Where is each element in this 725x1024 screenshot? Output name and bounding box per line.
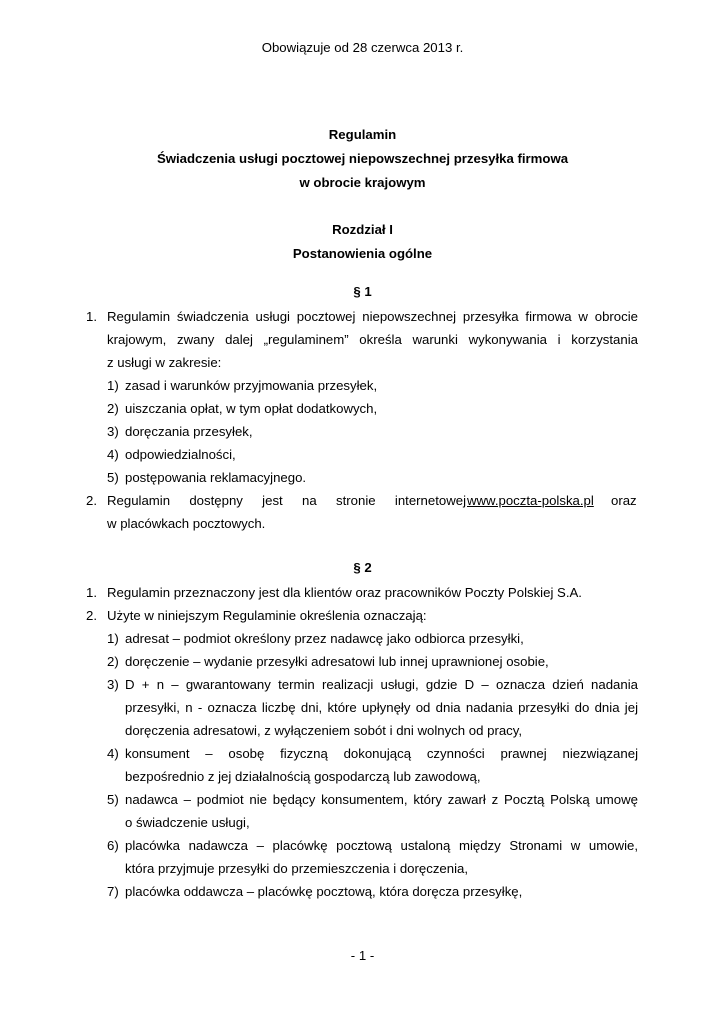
- s2-def-number: 2): [107, 654, 119, 669]
- s2-def-nadawca-line-1: nadawca – podmiot nie będący konsumentem, który zawarł z Pocztą Polską umowę: [125, 792, 638, 807]
- s2-def-number: 6): [107, 838, 119, 853]
- s1-p1-line-2: krajowym, zwany dalej „regulaminem” określa warunki wykonywania i korzystania: [107, 332, 638, 347]
- s1-item-text: postępowania reklamacyjnego.: [125, 470, 307, 485]
- s1-item-text: doręczania przesyłek,: [125, 424, 253, 439]
- s1-item-number: 2): [107, 401, 119, 416]
- poczta-polska-link[interactable]: www.poczta-polska.pl: [467, 493, 594, 508]
- title-line-3: w obrocie krajowym: [299, 175, 426, 190]
- s2-def-number: 3): [107, 677, 119, 692]
- s2-def-dn-line-3: doręczenia adresatowi, z wyłączeniem sobót i dni wolnych od pracy,: [125, 723, 523, 738]
- s1-p1-number: 1.: [86, 309, 97, 324]
- s1-p2-number: 2.: [86, 493, 97, 508]
- s2-def-number: 1): [107, 631, 119, 646]
- s1-p2-line-2: w placówkach pocztowych.: [107, 516, 266, 531]
- s2-def-number: 4): [107, 746, 119, 761]
- document-title: [0, 123, 725, 195]
- s1-p1-line-3: z usługi w zakresie:: [107, 355, 222, 370]
- s1-item-number: 3): [107, 424, 119, 439]
- title-line-1: Regulamin: [328, 127, 397, 142]
- chapter-heading: [0, 218, 725, 266]
- s2-def-number: 7): [107, 884, 119, 899]
- s1-item-number: 4): [107, 447, 119, 462]
- s1-item-number: 5): [107, 470, 119, 485]
- chapter-name: Rozdział I: [332, 222, 393, 237]
- s2-def-konsument-line-1: konsument – osobę fizyczną dokonującą czynności prawnej niezwiązanej: [125, 746, 638, 761]
- s1-p2-line-1a: Regulamin dostępny jest na stronie internetowej: [107, 493, 466, 508]
- section-1-heading: § 1: [353, 284, 372, 299]
- s2-p2-text: Użyte w niniejszym Regulaminie określenia oznaczają:: [107, 608, 427, 623]
- title-line-2: Świadczenia usługi pocztowej niepowszechnej przesyłka firmowa: [156, 151, 569, 166]
- s2-p1-number: 1.: [86, 585, 97, 600]
- s1-item-text: odpowiedzialności,: [125, 447, 236, 462]
- s2-def-dn-line-1: D + n – gwarantowany termin realizacji usługi, gdzie D – oznacza dzień nadania: [125, 677, 638, 692]
- page-number: - 1 -: [350, 948, 375, 963]
- chapter-subtitle: Postanowienia ogólne: [292, 246, 433, 261]
- s1-p2-line-1b: oraz: [611, 493, 637, 508]
- s1-item-number: 1): [107, 378, 119, 393]
- s2-def-nadawca-line-2: o świadczenie usługi,: [125, 815, 250, 830]
- section-2-heading: § 2: [353, 560, 372, 575]
- effective-date-header: Obowiązuje od 28 czerwca 2013 r.: [261, 40, 464, 55]
- s2-def-placowka-oddawcza: placówka oddawcza – placówkę pocztową, która doręcza przesyłkę,: [125, 884, 523, 899]
- s2-p1-text: Regulamin przeznaczony jest dla klientów oraz pracowników Poczty Polskiej S.A.: [107, 585, 582, 600]
- s2-def-number: 5): [107, 792, 119, 807]
- s2-def-placowka-nadawcza-line-2: która przyjmuje przesyłki do przemieszczenia i doręczenia,: [125, 861, 469, 876]
- s2-def-dn-line-2: przesyłki, n - oznacza liczbę dni, które upłynęły od dnia nadania przesyłki do dnia jej: [125, 700, 638, 715]
- s2-def-doreczenie: doręczenie – wydanie przesyłki adresatowi lub innej uprawnionej osobie,: [125, 654, 549, 669]
- s2-def-placowka-nadawcza-line-1: placówka nadawcza – placówkę pocztową ustaloną między Stronami w umowie,: [125, 838, 638, 853]
- s1-item-text: zasad i warunków przyjmowania przesyłek,: [125, 378, 378, 393]
- s2-def-adresat: adresat – podmiot określony przez nadawcę jako odbiorca przesyłki,: [125, 631, 524, 646]
- s2-p2-number: 2.: [86, 608, 97, 623]
- s1-p1-line-1: Regulamin świadczenia usługi pocztowej niepowszechnej przesyłka firmowa w obrocie: [107, 309, 638, 324]
- s1-item-text: uiszczania opłat, w tym opłat dodatkowych,: [125, 401, 378, 416]
- s2-def-konsument-line-2: bezpośrednio z jej działalnością gospodarczą lub zawodową,: [125, 769, 481, 784]
